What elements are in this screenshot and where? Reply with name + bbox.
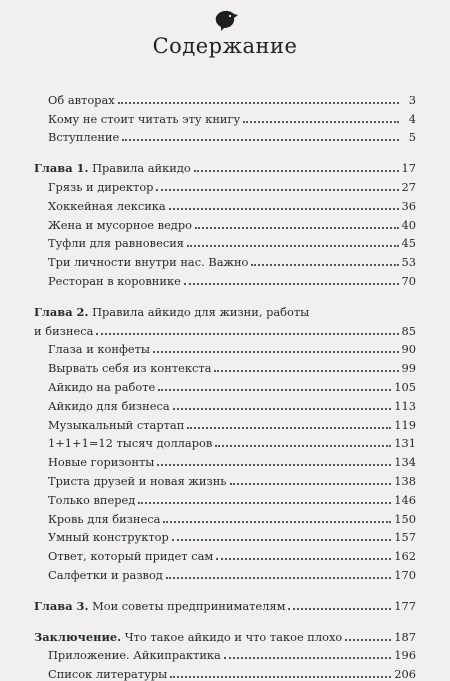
- dot-leader: [288, 608, 391, 610]
- toc-page-number: 27: [401, 179, 416, 194]
- toc-entry-label: Новые горизонты: [48, 455, 155, 470]
- toc-entry[interactable]: [34, 338, 416, 357]
- toc-entry[interactable]: [34, 394, 416, 413]
- toc-entry-label: Вступление: [48, 130, 120, 145]
- chapter-prefix: Глава 3.: [34, 598, 89, 613]
- toc-entry[interactable]: [34, 450, 416, 469]
- chapter-title: Правила айкидо для жизни, работы: [92, 304, 310, 319]
- toc-page-number: 134: [394, 455, 416, 470]
- toc-entry[interactable]: [34, 194, 416, 213]
- toc-entry-label: Туфли для равновесия: [48, 236, 184, 251]
- toc-entry[interactable]: [34, 507, 416, 526]
- toc-entry[interactable]: [34, 544, 416, 563]
- toc-entry-label: Триста друзей и новая жизнь: [48, 473, 227, 488]
- dot-leader: [170, 676, 391, 678]
- toc-entry[interactable]: [34, 563, 416, 582]
- table-of-contents: [34, 88, 416, 681]
- dot-leader: [96, 333, 398, 335]
- toc-entry[interactable]: [34, 375, 416, 394]
- toc-page-number: 146: [394, 492, 416, 507]
- toc-entry-label: Об авторах: [48, 92, 115, 107]
- toc-chapter-1[interactable]: [34, 156, 416, 175]
- chapter-title-continued: и бизнеса: [34, 323, 94, 338]
- dot-leader: [230, 483, 392, 485]
- toc-page-number: 70: [401, 273, 416, 288]
- toc-entry-label: Кровь для бизнеса: [48, 511, 161, 526]
- toc-page-number: 5: [408, 130, 416, 145]
- toc-entry-who-not-read[interactable]: [34, 107, 416, 126]
- toc-entry-label: Ответ, который придет сам: [48, 549, 214, 564]
- toc-entry-label: Хоккейная лексика: [48, 198, 166, 213]
- toc-entry-label: Вырвать себя из контекста: [48, 361, 212, 376]
- toc-entry-label: Жена и мусорное ведро: [48, 217, 192, 232]
- toc-page-number: 119: [394, 417, 416, 432]
- dot-leader: [122, 139, 399, 141]
- toc-entry[interactable]: [34, 488, 416, 507]
- dot-leader: [138, 502, 391, 504]
- dot-leader: [184, 283, 399, 285]
- dot-leader: [214, 370, 398, 372]
- dot-leader: [163, 521, 391, 523]
- toc-entry[interactable]: [34, 432, 416, 451]
- toc-entry[interactable]: [34, 175, 416, 194]
- toc-entry-label: Айкидо для бизнеса: [48, 398, 170, 413]
- toc-entry-label: Только вперед: [48, 492, 136, 507]
- toc-page-number: 196: [394, 648, 416, 663]
- toc-entry-label: Айкидо на работе: [48, 379, 156, 394]
- toc-page-number: 138: [394, 473, 416, 488]
- toc-entry[interactable]: [34, 644, 416, 663]
- toc-page-number: 4: [408, 111, 416, 126]
- toc-entry[interactable]: [34, 232, 416, 251]
- toc-entry[interactable]: [34, 469, 416, 488]
- toc-entry[interactable]: [34, 250, 416, 269]
- dot-leader: [166, 577, 391, 579]
- toc-page-number: 45: [401, 236, 416, 251]
- toc-entry[interactable]: [34, 526, 416, 545]
- dot-leader: [187, 245, 399, 247]
- chapter-title: Мои советы предпринимателям: [92, 598, 286, 613]
- dot-leader: [157, 464, 391, 466]
- toc-chapter-label: [34, 630, 342, 644]
- conclusion-prefix: Заключение.: [34, 629, 122, 644]
- dot-leader: [158, 389, 391, 391]
- toc-conclusion[interactable]: [34, 625, 416, 644]
- dot-leader: [345, 639, 391, 641]
- dot-leader: [153, 351, 399, 353]
- toc-entry-label: Ресторан в коровнике: [48, 273, 181, 288]
- chapter-title: Правила айкидо: [92, 161, 191, 176]
- toc-entry-label: Грязь и директор: [48, 179, 154, 194]
- dot-leader: [173, 408, 392, 410]
- toc-chapter-label: [34, 599, 285, 613]
- toc-entry[interactable]: [34, 413, 416, 432]
- toc-chapter-label: [34, 161, 191, 175]
- toc-page-number: 131: [394, 436, 416, 451]
- toc-entry[interactable]: [34, 356, 416, 375]
- dot-leader: [215, 445, 391, 447]
- chapter-prefix: Глава 2.: [34, 304, 89, 319]
- toc-entry-intro[interactable]: [34, 126, 416, 145]
- page-title: Содержание: [152, 34, 298, 58]
- toc-page-number: 170: [394, 567, 416, 582]
- toc-entry-authors[interactable]: [34, 88, 416, 107]
- dot-leader: [195, 227, 399, 229]
- toc-entry[interactable]: [34, 269, 416, 288]
- toc-entry-label: Три личности внутри нас. Важно: [48, 255, 249, 270]
- toc-page-number: 150: [394, 511, 416, 526]
- toc-page-number: 36: [401, 198, 416, 213]
- chapter-prefix: Глава 1.: [34, 161, 89, 176]
- toc-page-number: 53: [401, 255, 416, 270]
- bird-logo-icon: [213, 8, 239, 32]
- dot-leader: [224, 657, 391, 659]
- toc-page-number: 85: [401, 323, 416, 338]
- dot-leader: [216, 558, 391, 560]
- toc-page-number: 177: [394, 598, 416, 613]
- dot-leader: [194, 170, 399, 172]
- toc-chapter-2[interactable]: [34, 300, 416, 338]
- toc-page-number: 105: [394, 379, 416, 394]
- dot-leader: [243, 121, 399, 123]
- toc-entry-label: Приложение. Айкипрактика: [48, 648, 221, 663]
- toc-entry[interactable]: [34, 213, 416, 232]
- toc-entry-label: Кому не стоит читать эту книгу: [48, 111, 241, 126]
- toc-page-number: 162: [394, 549, 416, 564]
- toc-entry-label: Глаза и конфеты: [48, 342, 150, 357]
- toc-chapter-3[interactable]: [34, 594, 416, 613]
- toc-entry-label: Салфетки и развод: [48, 567, 163, 582]
- toc-page-number: 99: [401, 361, 416, 376]
- dot-leader: [169, 208, 399, 210]
- toc-entry-label: Умный конструктор: [48, 530, 169, 545]
- toc-page-number: 187: [394, 629, 416, 644]
- toc-entry-label: 1+1+1=12 тысяч долларов: [48, 436, 213, 451]
- dot-leader: [118, 102, 399, 104]
- dot-leader: [187, 427, 391, 429]
- toc-page-number: 90: [401, 342, 416, 357]
- dot-leader: [156, 189, 398, 191]
- toc-page-number: 17: [401, 161, 416, 176]
- toc-page-number: 206: [394, 667, 416, 681]
- toc-page-number: 3: [408, 92, 416, 107]
- dot-leader: [251, 264, 398, 266]
- toc-page-number: 113: [394, 398, 416, 413]
- conclusion-title: Что такое айкидо и что такое плохо: [124, 629, 343, 644]
- dot-leader: [172, 539, 391, 541]
- chapter-title-line-1: [34, 300, 416, 319]
- toc-page-number: 157: [394, 530, 416, 545]
- toc-page-number: 40: [401, 217, 416, 232]
- toc-entry-label: Музыкальный стартап: [48, 417, 185, 432]
- chapter-title-line-2: [34, 319, 416, 338]
- toc-entry-label: Список литературы: [48, 667, 168, 681]
